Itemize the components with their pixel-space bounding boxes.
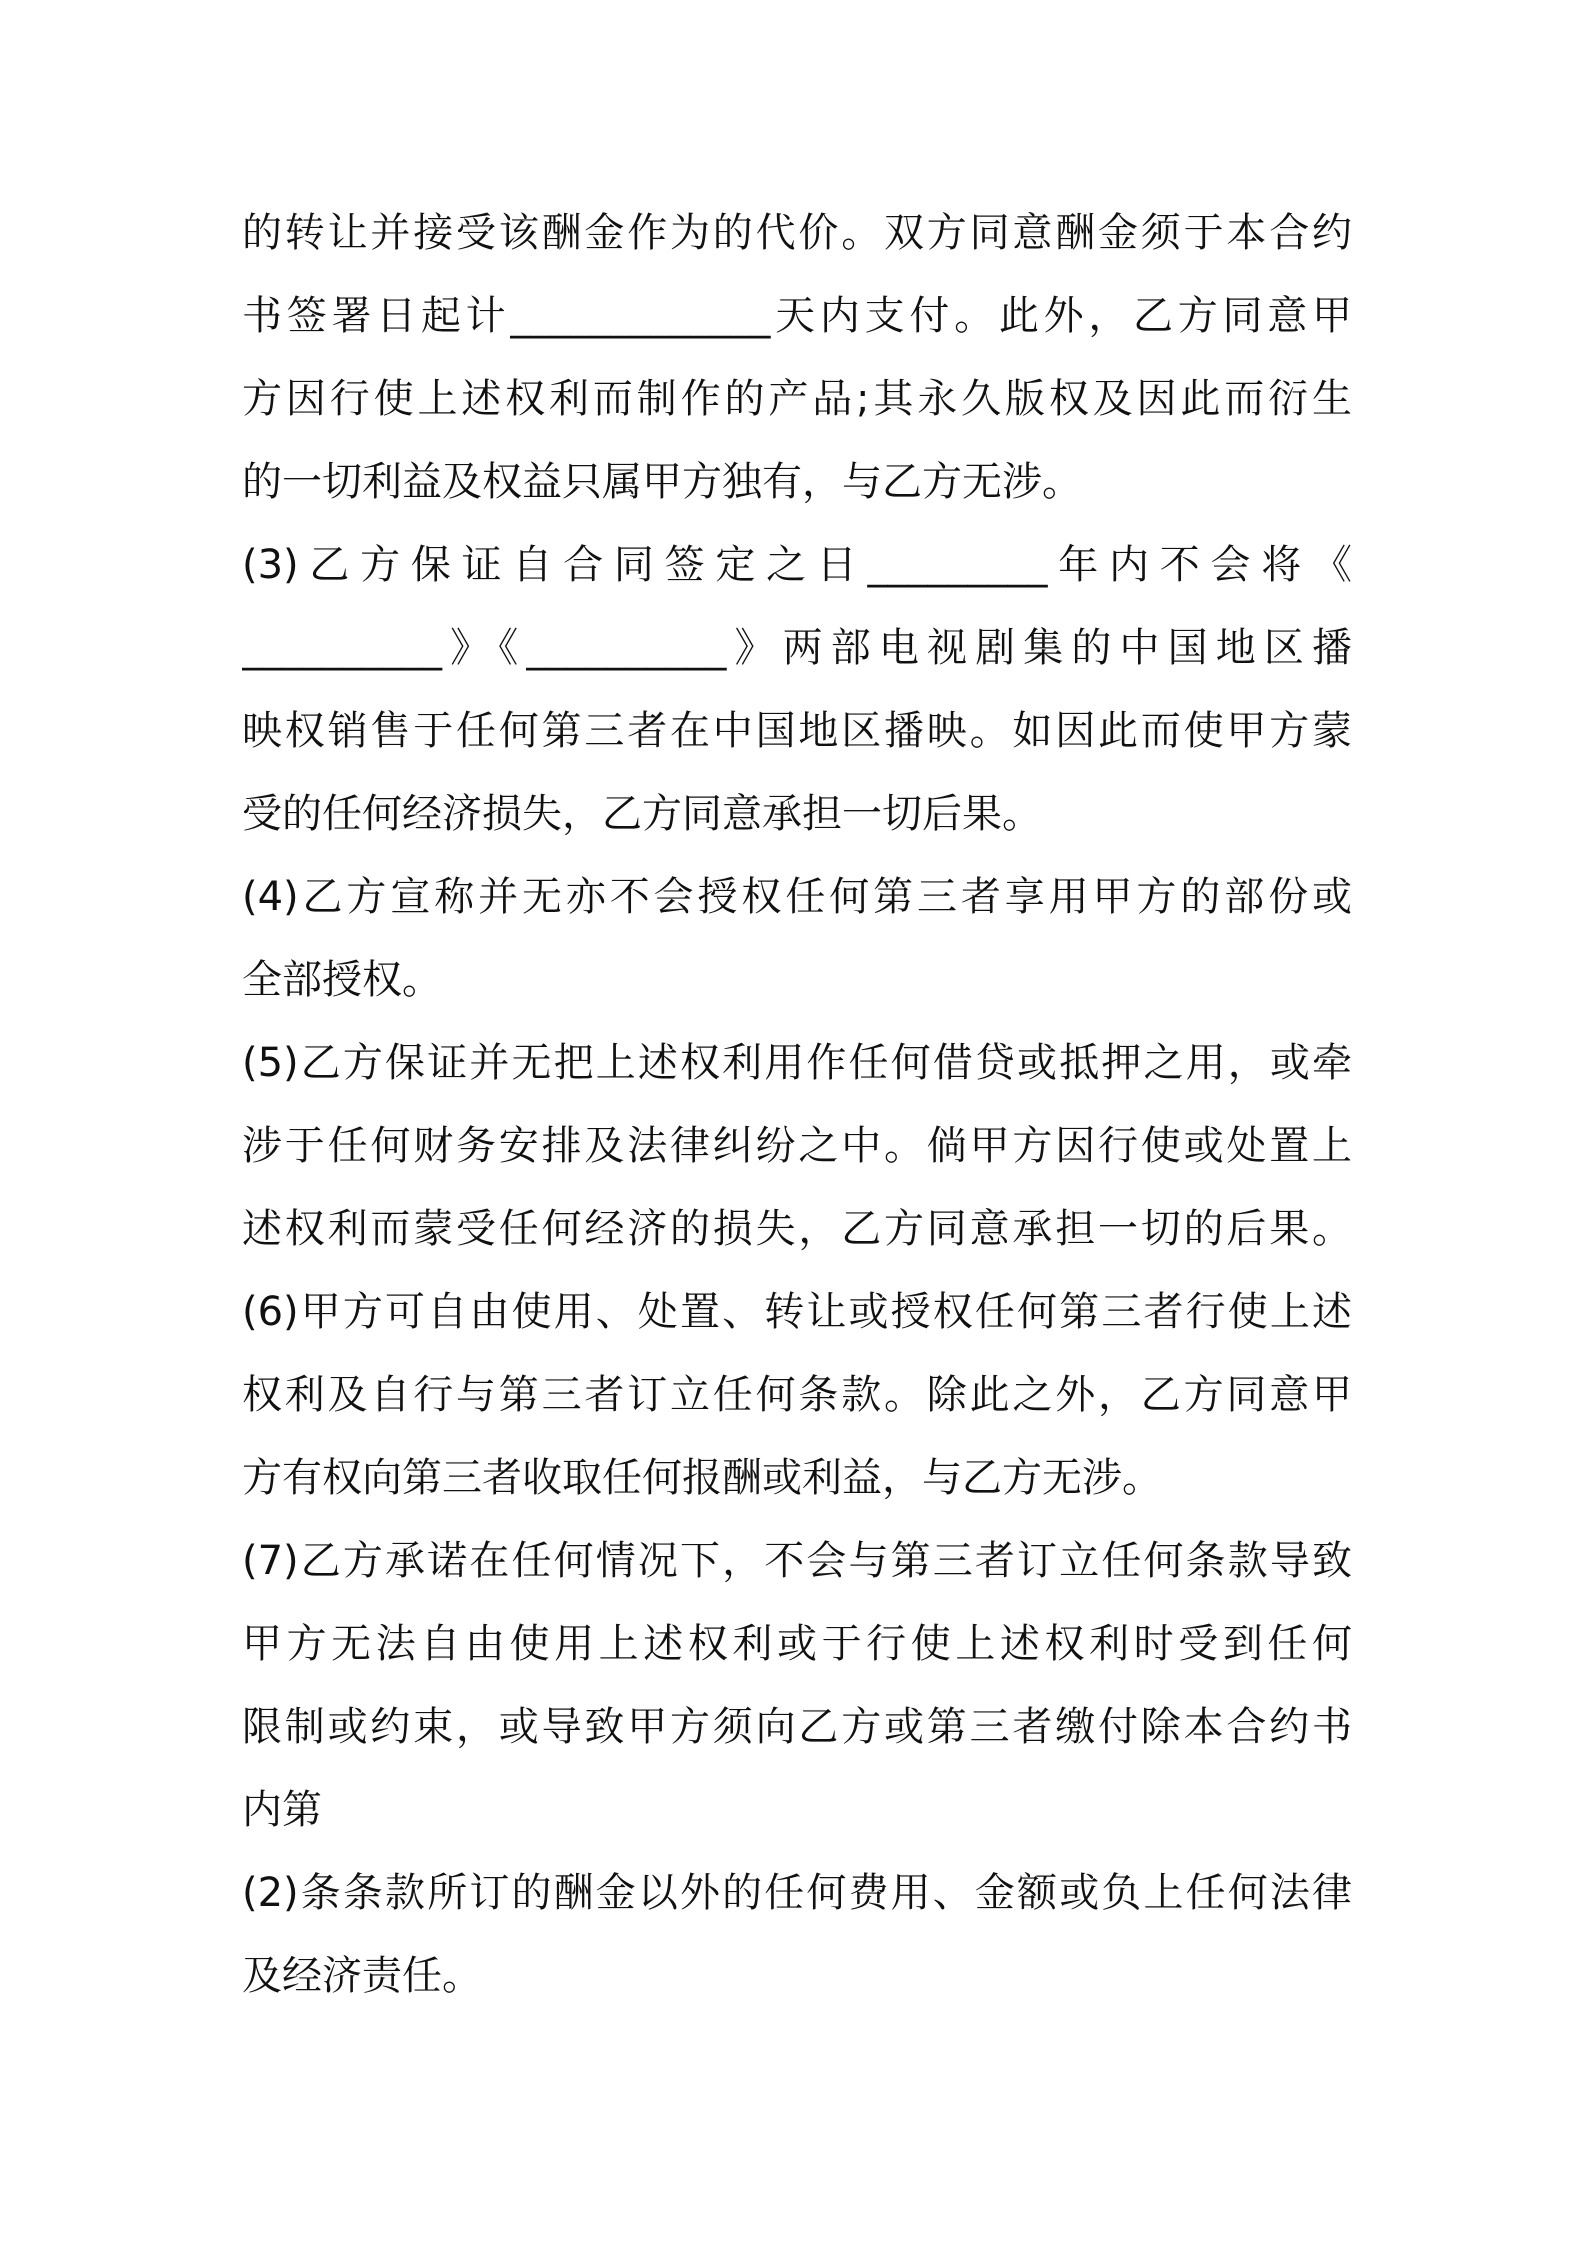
text-line: 权利及自行与第三者订立任何条款。除此之外，乙方同意甲: [242, 1372, 1352, 1418]
text-line: (5)乙方保证并无把上述权利用作任何借贷或抵押之用，或牵: [242, 1040, 1352, 1086]
contract-text-body: [242, 192, 1352, 2018]
text-line: __________》《__________》两部电视剧集的中国地区播: [242, 625, 1352, 671]
text-line: 映权销售于任何第三者在中国地区播映。如因此而使甲方蒙: [242, 708, 1352, 754]
text-line: 方因行使上述权利而制作的产品;其永久版权及因此而衍生: [242, 376, 1352, 422]
text-line: 的转让并接受该酬金作为的代价。双方同意酬金须于本合约: [242, 210, 1352, 256]
text-line: 内第: [242, 1787, 322, 1833]
text-line: 受的任何经济损失，乙方同意承担一切后果。: [242, 791, 1042, 837]
text-line: 方有权向第三者收取任何报酬或利益，与乙方无涉。: [242, 1455, 1162, 1501]
text-line: 涉于任何财务安排及法律纠纷之中。倘甲方因行使或处置上: [242, 1123, 1352, 1169]
text-line: (3)乙方保证自合同签定之日_________年内不会将《: [242, 542, 1352, 588]
text-line: 述权利而蒙受任何经济的损失，乙方同意承担一切的后果。: [242, 1206, 1352, 1252]
text-line: 的一切利益及权益只属甲方独有，与乙方无涉。: [242, 459, 1082, 505]
text-line: (7)乙方承诺在任何情况下，不会与第三者订立任何条款导致: [242, 1538, 1352, 1584]
text-line: (4)乙方宣称并无亦不会授权任何第三者享用甲方的部份或: [242, 874, 1352, 920]
text-line: 书签署日起计_____________天内支付。此外，乙方同意甲: [242, 293, 1352, 339]
text-line: (6)甲方可自由使用、处置、转让或授权任何第三者行使上述: [242, 1289, 1352, 1335]
text-line: 限制或约束，或导致甲方须向乙方或第三者缴付除本合约书: [242, 1704, 1352, 1750]
text-line: 及经济责任。: [242, 1953, 482, 1999]
text-line: 甲方无法自由使用上述权利或于行使上述权利时受到任何: [242, 1621, 1352, 1667]
text-line: 全部授权。: [242, 957, 442, 1003]
text-line: (2)条条款所订的酬金以外的任何费用、金额或负上任何法律: [242, 1870, 1352, 1916]
